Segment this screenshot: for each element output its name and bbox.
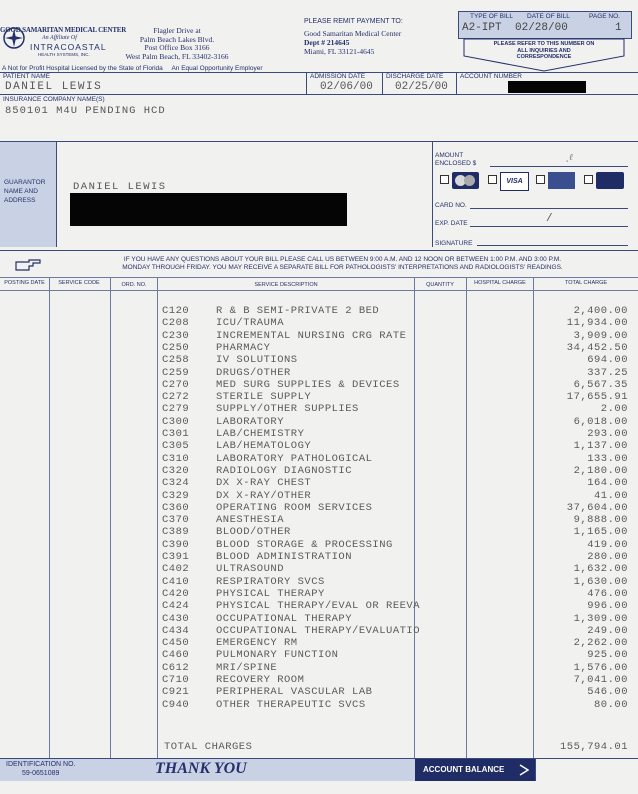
card-options bbox=[440, 172, 630, 192]
table-row bbox=[0, 428, 638, 440]
total-charge: 3,909.00 bbox=[573, 329, 628, 342]
account-balance-label: ACCOUNT BALANCE bbox=[423, 765, 505, 774]
total-charge: 1,576.00 bbox=[573, 661, 628, 674]
service-code: C329 bbox=[162, 489, 190, 502]
table-row bbox=[0, 576, 638, 588]
table-top-rule bbox=[0, 277, 638, 278]
service-description: OCCUPATIONAL THERAPY bbox=[216, 612, 353, 625]
header-bottom-rule bbox=[0, 290, 638, 291]
service-code: C391 bbox=[162, 551, 190, 563]
signature-label: SIGNATURE bbox=[435, 240, 473, 247]
page-no-value: 1 bbox=[615, 22, 622, 34]
table-row bbox=[0, 502, 638, 514]
service-code: C305 bbox=[162, 440, 190, 453]
table-row bbox=[0, 563, 638, 575]
amex-checkbox[interactable] bbox=[536, 175, 545, 184]
service-description: BLOOD/OTHER bbox=[216, 526, 291, 539]
id-label: IDENTIFICATION NO. bbox=[6, 761, 76, 768]
total-charge: 249.00 bbox=[587, 624, 628, 637]
total-charge: 925.00 bbox=[587, 649, 628, 662]
notice-line: IF YOU HAVE ANY QUESTIONS ABOUT YOUR BILL PLEASE CALL US BETWEEN 9:00 A.M. AND 12 NOON OR BETWEEN 1:00 P.M. AND 3:00 P.M. bbox=[123, 256, 562, 263]
table-row bbox=[0, 330, 638, 342]
service-code: C310 bbox=[162, 452, 190, 465]
service-description: BLOOD STORAGE & PROCESSING bbox=[216, 538, 393, 551]
service-description: LABORATORY bbox=[216, 415, 285, 428]
service-code: C390 bbox=[162, 538, 190, 551]
service-description: STERILE SUPPLY bbox=[216, 391, 312, 404]
service-code: C402 bbox=[162, 563, 190, 576]
col-header-quantity: QUANTITY bbox=[426, 282, 454, 288]
table-row bbox=[0, 416, 638, 428]
total-charge: 164.00 bbox=[587, 477, 628, 490]
total-charge: 996.00 bbox=[587, 600, 628, 613]
service-description: DX X-RAY/OTHER bbox=[216, 489, 312, 502]
total-charge: 337.25 bbox=[587, 366, 628, 379]
service-description: OPERATING ROOM SERVICES bbox=[216, 501, 373, 514]
date-of-bill-value: 02/28/00 bbox=[515, 22, 568, 34]
table-row bbox=[0, 354, 638, 366]
hospital-address bbox=[122, 27, 232, 61]
guarantor-address-redacted bbox=[70, 193, 347, 226]
rule bbox=[0, 250, 638, 251]
service-description: SUPPLY/OTHER SUPPLIES bbox=[216, 403, 359, 416]
notice-line: MONDAY THROUGH FRIDAY. YOU MAY RECEIVE A SEPARATE BILL FOR PATHOLOGISTS' INTERPRETATIONS AND RADIOLOGISTS' READINGS. bbox=[122, 264, 563, 271]
table-row bbox=[0, 305, 638, 317]
total-charge: 293.00 bbox=[587, 428, 628, 440]
service-description: DRUGS/OTHER bbox=[216, 366, 291, 379]
account-label: ACCOUNT NUMBER bbox=[460, 73, 522, 80]
service-code: C270 bbox=[162, 378, 190, 391]
amount-rule bbox=[490, 166, 628, 167]
total-charge: 1,137.00 bbox=[573, 440, 628, 453]
rule bbox=[0, 94, 638, 95]
col-header-posting-date: POSTING DATE bbox=[4, 280, 45, 286]
card-no-label: CARD NO. bbox=[435, 202, 467, 209]
exp-date-field[interactable] bbox=[470, 226, 628, 227]
total-charge: 41.00 bbox=[593, 489, 628, 502]
table-row bbox=[0, 391, 638, 403]
amount-label: AMOUNT ENCLOSED $ bbox=[435, 152, 477, 167]
patient-name: DANIEL LEWIS bbox=[5, 81, 103, 93]
table-row bbox=[0, 526, 638, 538]
col-header-service-description: SERVICE DESCRIPTION bbox=[254, 282, 318, 288]
table-row bbox=[0, 637, 638, 649]
table-row bbox=[0, 440, 638, 452]
total-charge: 2,262.00 bbox=[573, 637, 628, 650]
col-header-ord-no: ORD. NO. bbox=[121, 282, 147, 288]
pointing-hand-icon bbox=[15, 258, 41, 276]
total-charge: 9,888.00 bbox=[573, 514, 628, 527]
service-code: C389 bbox=[162, 526, 190, 539]
address-line: Flagler Drive at bbox=[153, 26, 201, 35]
amex-icon bbox=[548, 172, 575, 189]
card-no-field[interactable] bbox=[470, 208, 628, 209]
service-description: PERIPHERAL VASCULAR LAB bbox=[216, 686, 373, 699]
table-row bbox=[0, 539, 638, 551]
id-value: 59-0651089 bbox=[22, 770, 60, 777]
col-header-hospital-charge: HOSPITAL CHARGE bbox=[474, 280, 526, 286]
amount-mark: ˛ℓ bbox=[566, 152, 573, 162]
admission-label: ADMISSION DATE bbox=[310, 73, 366, 80]
notice-text bbox=[50, 256, 635, 272]
table-row bbox=[0, 317, 638, 329]
table-row bbox=[0, 613, 638, 625]
service-description: ANESTHESIA bbox=[216, 514, 285, 527]
service-code: C301 bbox=[162, 428, 190, 440]
admission-date: 02/06/00 bbox=[320, 81, 373, 93]
exp-date-value: / bbox=[546, 213, 553, 225]
total-charge: 1,165.00 bbox=[573, 526, 628, 539]
system-name: INTRACOASTAL bbox=[30, 42, 107, 52]
discover-checkbox[interactable] bbox=[584, 175, 593, 184]
table-row bbox=[0, 551, 638, 563]
total-charge: 7,041.00 bbox=[573, 674, 628, 686]
service-code: C324 bbox=[162, 477, 190, 490]
service-description: PULMONARY FUNCTION bbox=[216, 649, 339, 662]
total-charge: 419.00 bbox=[587, 538, 628, 551]
service-description: PHYSICAL THERAPY/EVAL OR REEVA bbox=[216, 600, 421, 613]
table-row bbox=[0, 699, 638, 711]
total-charge: 2,400.00 bbox=[573, 305, 628, 317]
service-code: C420 bbox=[162, 587, 190, 600]
service-code: C410 bbox=[162, 575, 190, 588]
service-description: R & B SEMI-PRIVATE 2 BED bbox=[216, 305, 380, 317]
total-charge: 37,604.00 bbox=[566, 501, 628, 514]
total-charge: 17,655.91 bbox=[566, 391, 628, 404]
thank-you-text: THANK YOU bbox=[155, 760, 247, 777]
table-row bbox=[0, 367, 638, 379]
table-row bbox=[0, 490, 638, 502]
service-code: C450 bbox=[162, 637, 190, 650]
service-code: C921 bbox=[162, 686, 190, 699]
remit-name: Good Samaritan Medical Center bbox=[304, 29, 402, 38]
service-description: DX X-RAY CHEST bbox=[216, 477, 312, 490]
service-code: C460 bbox=[162, 649, 190, 662]
guarantor-name: DANIEL LEWIS bbox=[73, 181, 167, 193]
service-description: RESPIRATORY SVCS bbox=[216, 575, 325, 588]
visa-checkbox[interactable] bbox=[488, 175, 497, 184]
total-charge: 2.00 bbox=[600, 403, 628, 416]
remit-city: Miami, FL 33121-4645 bbox=[304, 47, 375, 56]
total-charge: 694.00 bbox=[587, 354, 628, 367]
discover-icon bbox=[596, 172, 624, 189]
service-code: C424 bbox=[162, 600, 190, 613]
service-code: C250 bbox=[162, 341, 190, 354]
total-charge: 1,630.00 bbox=[573, 575, 628, 588]
mastercard-checkbox[interactable] bbox=[440, 175, 449, 184]
total-charge: 476.00 bbox=[587, 587, 628, 600]
table-row bbox=[0, 403, 638, 415]
service-code: C710 bbox=[162, 674, 190, 686]
patient-name-label: PATIENT NAME bbox=[3, 73, 50, 80]
guarantor-label: GUARANTOR NAME AND ADDRESS bbox=[4, 179, 46, 204]
license-note: A Not for Profit Hospital Licensed by the State of Florida An Equal Opportunity Employer bbox=[2, 65, 263, 72]
service-code: C940 bbox=[162, 698, 190, 711]
type-of-bill-value: A2-IPT bbox=[462, 22, 502, 34]
total-charge: 546.00 bbox=[587, 686, 628, 699]
service-description: EMERGENCY RM bbox=[216, 637, 298, 650]
table-row bbox=[0, 514, 638, 526]
hospital-name: GOOD SAMARITAN MEDICAL CENTER bbox=[0, 26, 127, 34]
service-description: IV SOLUTIONS bbox=[216, 354, 298, 367]
service-code: C320 bbox=[162, 464, 190, 477]
total-charge: 34,452.50 bbox=[566, 341, 628, 354]
remit-block bbox=[304, 17, 403, 56]
service-description: PHARMACY bbox=[216, 341, 271, 354]
col-header-total-charge: TOTAL CHARGE bbox=[564, 280, 608, 286]
insurance-value: 850101 M4U PENDING HCD bbox=[5, 105, 166, 117]
account-balance-button bbox=[415, 759, 535, 781]
table-row bbox=[0, 686, 638, 698]
service-code: C434 bbox=[162, 624, 190, 637]
service-description: LAB/HEMATOLOGY bbox=[216, 440, 312, 453]
service-code: C430 bbox=[162, 612, 190, 625]
service-description: OCCUPATIONAL THERAPY/EVALUATIO bbox=[216, 624, 421, 637]
address-line: Post Office Box 3166 bbox=[144, 43, 210, 52]
table-row bbox=[0, 453, 638, 465]
service-code: C300 bbox=[162, 415, 190, 428]
service-description: MRI/SPINE bbox=[216, 661, 278, 674]
date-of-bill-label: DATE OF BILL bbox=[527, 13, 570, 20]
service-code: C272 bbox=[162, 391, 190, 404]
service-code: C258 bbox=[162, 354, 190, 367]
mastercard-icon bbox=[452, 172, 479, 189]
address-line: Palm Beach Lakes Blvd. bbox=[139, 34, 215, 44]
service-description: INCREMENTAL NURSING CRG RATE bbox=[216, 329, 407, 342]
total-charge: 280.00 bbox=[587, 551, 628, 563]
col-header-service-code: SERVICE CODE bbox=[58, 280, 100, 286]
table-row bbox=[0, 465, 638, 477]
balance-field bbox=[535, 759, 638, 781]
arrow-right-icon bbox=[519, 764, 529, 776]
refer-note: PLEASE REFER TO THIS NUMBER ON ALL INQUIRIES AND CORRESPONDENCE bbox=[493, 41, 595, 60]
total-charges-label: TOTAL CHARGES bbox=[164, 741, 253, 753]
total-charge: 133.00 bbox=[587, 452, 628, 465]
discharge-label: DISCHARGE DATE bbox=[386, 73, 444, 80]
total-charge: 6,567.35 bbox=[573, 378, 628, 391]
total-charge: 1,309.00 bbox=[573, 612, 628, 625]
page-no-label: PAGE NO. bbox=[589, 13, 620, 20]
insurance-label: INSURANCE COMPANY NAME(S) bbox=[3, 96, 105, 103]
account-number-redacted bbox=[508, 81, 586, 93]
service-description: OTHER THERAPEUTIC SVCS bbox=[216, 698, 366, 711]
table-row bbox=[0, 662, 638, 674]
exp-date-label: EXP. DATE bbox=[435, 220, 468, 227]
service-description: RECOVERY ROOM bbox=[216, 674, 305, 686]
table-row bbox=[0, 625, 638, 637]
table-row bbox=[0, 342, 638, 354]
system-sub: HEALTH SYSTEMS, INC. bbox=[38, 52, 90, 57]
table-row bbox=[0, 674, 638, 686]
type-of-bill-label: TYPE OF BILL bbox=[470, 13, 513, 20]
visa-icon: VISA bbox=[500, 172, 529, 191]
service-code: C370 bbox=[162, 514, 190, 527]
service-code: C230 bbox=[162, 329, 190, 342]
total-charge: 6,018.00 bbox=[573, 415, 628, 428]
total-charge: 1,632.00 bbox=[573, 563, 628, 576]
signature-field[interactable] bbox=[477, 245, 628, 246]
service-description: ULTRASOUND bbox=[216, 563, 285, 576]
service-description: BLOOD ADMINISTRATION bbox=[216, 551, 353, 563]
table-row bbox=[0, 477, 638, 489]
service-code: C259 bbox=[162, 366, 190, 379]
service-description: MED SURG SUPPLIES & DEVICES bbox=[216, 378, 400, 391]
service-code: C612 bbox=[162, 661, 190, 674]
service-description: ICU/TRAUMA bbox=[216, 317, 285, 330]
service-description: PHYSICAL THERAPY bbox=[216, 587, 325, 600]
total-charge: 2,180.00 bbox=[573, 464, 628, 477]
total-charges-amount: 155,794.01 bbox=[559, 741, 628, 753]
table-row bbox=[0, 379, 638, 391]
remit-title: PLEASE REMIT PAYMENT TO: bbox=[304, 18, 403, 25]
service-description: LAB/CHEMISTRY bbox=[216, 428, 305, 440]
affiliate-label: An Affiliate Of bbox=[42, 35, 77, 41]
service-code: C208 bbox=[162, 317, 190, 330]
service-description: RADIOLOGY DIAGNOSTIC bbox=[216, 464, 353, 477]
address-line: West Palm Beach, FL 33402-3166 bbox=[125, 51, 229, 61]
total-charge: 80.00 bbox=[593, 698, 628, 711]
table-row bbox=[0, 600, 638, 612]
remit-dept: Dept # 214645 bbox=[304, 38, 350, 47]
total-charge: 11,934.00 bbox=[566, 317, 628, 330]
service-description: LABORATORY PATHOLOGICAL bbox=[216, 452, 373, 465]
table-row bbox=[0, 649, 638, 661]
service-code: C120 bbox=[162, 305, 190, 317]
service-code: C279 bbox=[162, 403, 190, 416]
discharge-date: 02/25/00 bbox=[395, 81, 448, 93]
service-code: C360 bbox=[162, 501, 190, 514]
table-row bbox=[0, 588, 638, 600]
